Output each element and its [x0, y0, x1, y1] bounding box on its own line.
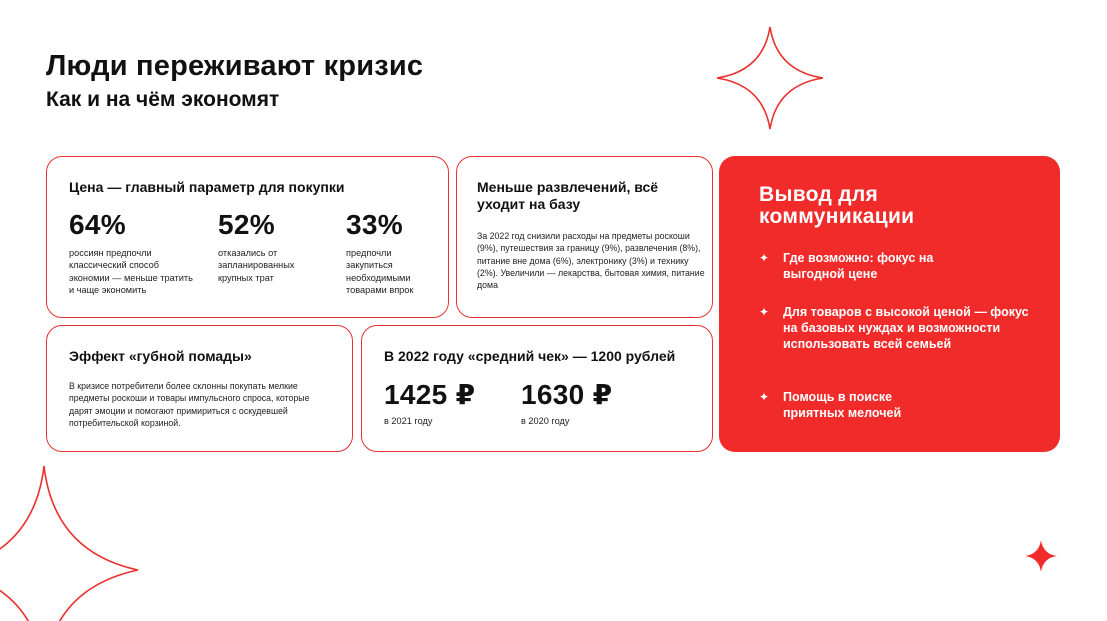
stat-value: 33% — [346, 209, 403, 240]
bullet-text: Для товаров с высокой ценой — фокус на базовых нуждах и возможности использовать всей семьей — [783, 305, 1029, 351]
price-card-title: Цена — главный параметр для покупки — [69, 179, 345, 195]
entertainment-card-text: За 2022 год снизили расходы на предметы роскоши (9%), путешествия за границу (9%), развлечения (8%), питание вне дома (6%), электронику (3%) и технику (2%). Увеличили — лекарства, бытовая химия, питание дома — [477, 231, 705, 291]
lipstick-card-text: В кризисе потребители более склонны покупать мелкие предметы роскоши и товары импульсного спроса, которые дарят эмоции и помогают примириться с оскудевшей потребительской корзиной. — [69, 381, 310, 428]
bullet-text: Помощь в поиске приятных мелочей — [783, 390, 902, 420]
bullet-star-icon: ✦ — [759, 390, 770, 404]
bullet-star-icon: ✦ — [759, 305, 770, 319]
entertainment-card-title: Меньше развлечений, всё уходит на базу — [477, 179, 659, 212]
check-label-2020: в 2020 году — [521, 416, 570, 426]
conclusion-bullet — [759, 304, 1049, 374]
bullet-text: Где возможно: фокус на выгодной цене — [783, 251, 934, 281]
stat-text: предпочли закупиться необходимыми товарами впрок — [346, 248, 414, 295]
page-title: Люди переживают кризис — [46, 50, 424, 82]
conclusion-bullet — [759, 389, 1049, 429]
lipstick-card-title: Эффект «губной помады» — [69, 348, 252, 364]
check-label-2021: в 2021 году — [384, 416, 433, 426]
stat-text: отказались от запланированных крупных трат — [218, 248, 295, 283]
check-card — [361, 325, 713, 452]
stat-value: 64% — [69, 209, 126, 240]
conclusion-title: Вывод для коммуникации — [759, 183, 915, 228]
stat-text: россиян предпочли классический способ экономии — меньше тратить и чаще экономить — [69, 248, 193, 295]
star-filled-icon — [1024, 539, 1058, 573]
lipstick-card — [46, 325, 353, 452]
stat-value: 52% — [218, 209, 275, 240]
entertainment-card — [456, 156, 713, 318]
check-card-title: В 2022 году «средний чек» — 1200 рублей — [384, 348, 676, 364]
star-outline-icon — [715, 25, 825, 131]
bullet-star-icon: ✦ — [759, 251, 770, 265]
conclusion-card — [719, 156, 1060, 452]
star-outline-icon — [0, 460, 140, 621]
page-subtitle: Как и на чём экономят — [46, 88, 280, 111]
price-card — [46, 156, 449, 318]
check-value-2021: 1425 ₽ — [384, 379, 476, 410]
conclusion-bullet — [759, 250, 1049, 290]
check-value-2020: 1630 ₽ — [521, 379, 613, 410]
